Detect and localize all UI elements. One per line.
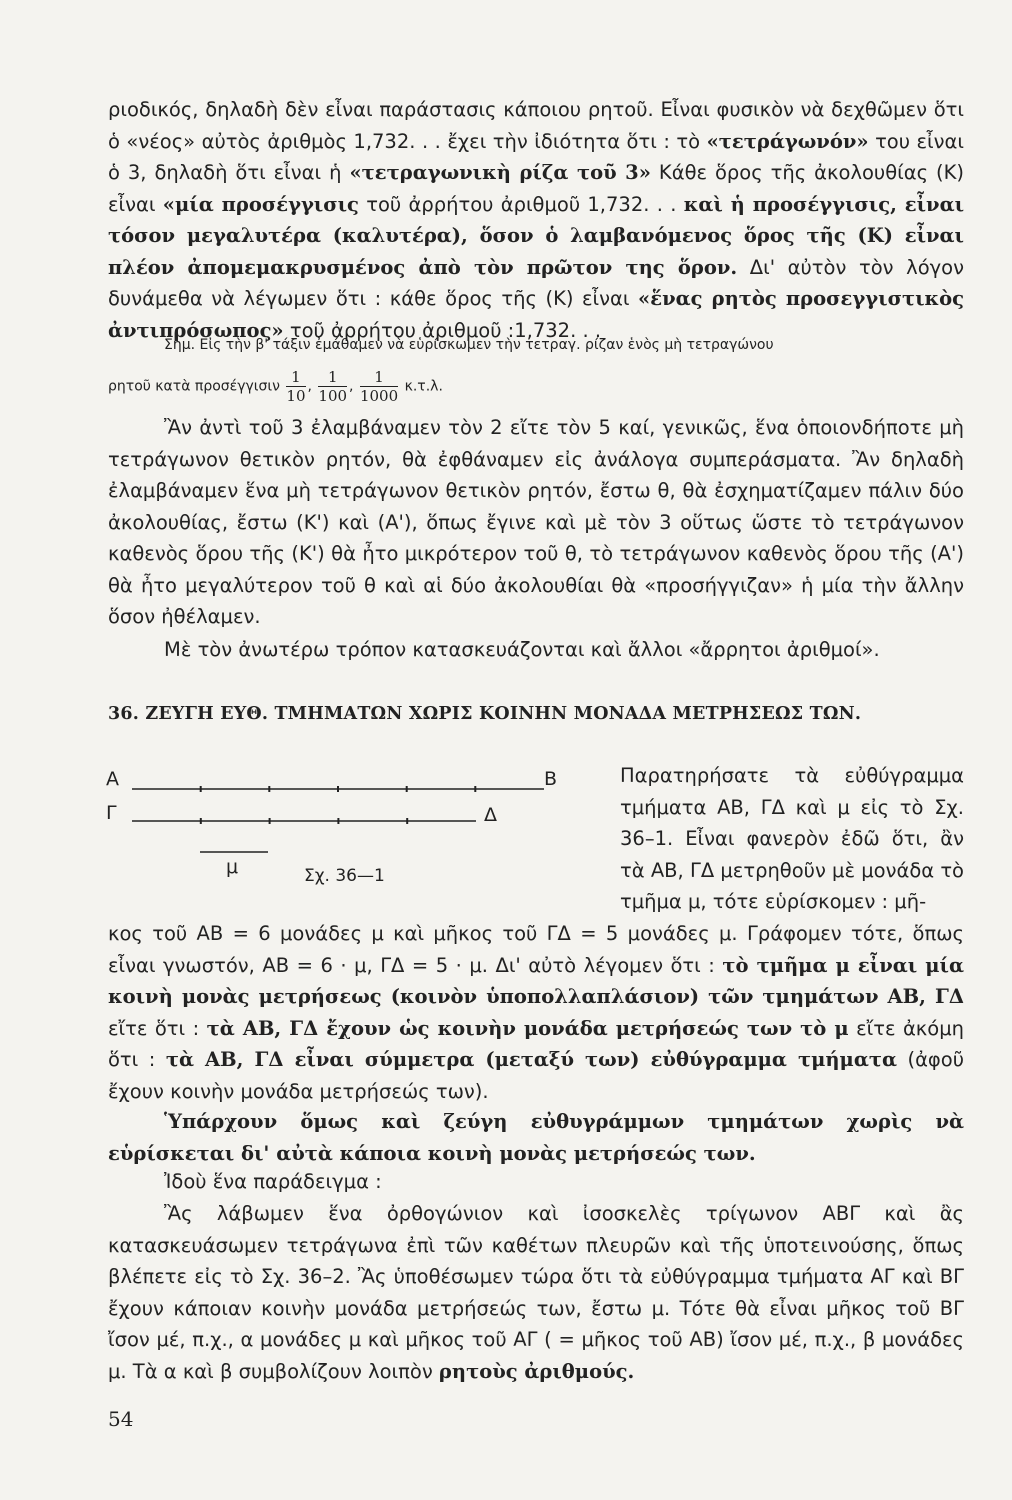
text-run: Δι' αὐτὸν τὸν λόγον δυνάμεθα νὰ λέγωμεν ὅτι : κάθε ὅρος τῆς (Κ) εἶναι xyxy=(108,255,964,310)
fraction-numerator: 1 xyxy=(286,368,305,387)
text-run: ριοδικός, δηλαδὴ δὲν εἶναι παράστασις κάποιου ρητοῦ. Εἶναι φυσικὸν νὰ δεχθῶμεν ὅτι ὁ «νέος» αὐτὸς ἀριθμὸς 1,732. . . ἔχει τὴν ἰδιότητα ὅτι : τὸ xyxy=(108,98,964,153)
fraction xyxy=(318,368,347,405)
bold-run: τὰ ΑΒ, ΓΔ ἔχουν ὡς κοινὴν μονάδα μετρήσεώς των τὸ μ xyxy=(206,1016,849,1040)
text-run: τοῦ ἀρρήτου ἀριθμοῦ 1,732. . . xyxy=(366,192,677,216)
fraction-denominator: 10 xyxy=(286,387,306,405)
fraction xyxy=(360,368,398,405)
paragraph-construction-note: Μὲ τὸν ἀνωτέρω τρόπον κατασκευάζονται καὶ ἄλλοι «ἄρρητοι ἀριθμοί». xyxy=(164,638,880,661)
fraction-numerator: 1 xyxy=(360,368,398,387)
paragraph-figure-side: Παρατηρήσατε τὰ εὐθύγραμμα τμήματα ΑΒ, ΓΔ καὶ μ εἰς τὸ Σχ. 36–1. Εἶναι φανερὸν ἐδῶ ὅτι, ἂν τὰ ΑΒ, ΓΔ μετρηθοῦν μὲ μονάδα τὸ τμῆμα μ, τότε εὑρίσκομεν : μῆ- xyxy=(620,764,964,913)
label-B: Β xyxy=(544,768,558,790)
bold-run: ρητοὺς ἀριθμούς. xyxy=(438,1359,635,1383)
bold-run: «ἕνας ρητὸς προσεγγιστικὸς ἀντιπρόσωπος» xyxy=(108,287,965,342)
footnote-prefix: ρητοῦ κατὰ προσέγγισιν xyxy=(108,378,280,395)
bold-run: Ὑπάρχουν ὅμως καὶ ζεύγη εὐθυγράμμων τμημάτων χωρὶς νὰ εὑρίσκεται δι' αὐτὰ κάποια κοινὴ μονὰς μετρήσεώς των. xyxy=(108,1110,964,1165)
fraction xyxy=(286,368,305,405)
figure-36-1 xyxy=(104,762,614,902)
fraction-denominator: 1000 xyxy=(359,387,399,405)
paragraph-irrational-intro xyxy=(108,94,964,346)
paragraph-triangle-example xyxy=(108,1198,964,1387)
text-run: εἴτε ὅτι : xyxy=(108,1016,200,1040)
label-mu: μ xyxy=(226,856,239,878)
paragraph-incommensurable xyxy=(108,1106,964,1169)
text-run: τοῦ ἀρρήτου ἀριθμοῦ :1,732. . . xyxy=(289,318,602,342)
text-run: του εἶναι ὁ 3, δηλαδὴ ὅτι εἶναι ἡ xyxy=(108,129,965,184)
footnote-note: Σημ. Εἰς τὴν β' τάξιν ἐμάθαμεν νὰ εὑρίσκωμεν τὴν τετραγ. ρίζαν ἑνὸς μὴ τετραγώνου xyxy=(164,337,774,353)
text-run: εἴτε ἀκόμη ὅτι : xyxy=(108,1016,964,1071)
section-title: 36. ΖΕΥΓΗ ΕΥΘ. ΤΜΗΜΑΤΩΝ ΧΩΡΙΣ ΚΟΙΝΗΝ ΜΟΝΑΔΑ ΜΕΤΡΗΣΕΩΣ ΤΩΝ. xyxy=(108,704,862,724)
paragraph-common-unit xyxy=(108,918,964,1107)
bold-run: «τετραγωνικὴ ρίζα τοῦ 3» xyxy=(349,161,651,184)
label-A: Α xyxy=(106,768,119,790)
fraction-denominator: 100 xyxy=(318,387,348,405)
bold-run: τὰ ΑΒ, ΓΔ εἶναι σύμμετρα (μεταξύ των) εὐθύγραμμα τμήματα xyxy=(165,1048,897,1071)
bold-run: «μία προσέγγισις xyxy=(162,192,359,216)
text-run: κος τοῦ ΑΒ = 6 μονάδες μ καὶ μῆκος τοῦ ΓΔ = 5 μονάδες μ. Γράφομεν τότε, ὅπως εἶναι γνωστόν, ΑΒ = 6 · μ, ΓΔ = 5 · μ. Δι' αὐτὸ λέγομεν ὅτι : xyxy=(108,922,964,977)
bold-run: καὶ ἡ προσέγγισις, εἶναι τόσον μεγαλυτέρα (καλυτέρα), ὅσον ὁ λαμβανόμενος ὅρος τῆς (Κ) εἶναι πλέον ἀπομεμακρυσμένος ἀπὸ τὸν πρῶτον της ὅρον. xyxy=(108,192,965,279)
page-number: 54 xyxy=(108,1407,134,1431)
paragraph-example-intro: Ἰδοὺ ἕνα παράδειγμα : xyxy=(164,1170,382,1193)
footnote-suffix: κ.τ.λ. xyxy=(404,378,443,395)
text-run: (ἀφοῦ ἔχουν κοινὴν μονάδα μετρήσεώς των). xyxy=(108,1048,965,1103)
label-G: Γ xyxy=(106,802,117,824)
text-run: Κάθε ὅρος τῆς ἀκολουθίας (Κ) εἶναι xyxy=(108,161,964,216)
figure-caption: Σχ. 36—1 xyxy=(304,866,385,886)
fraction-numerator: 1 xyxy=(318,368,347,387)
footnote-fractions: ρητοῦ κατὰ προσέγγισιν $\frac{1}{10}$ , $\frac{1}{100}$ , $\frac{1}{1000}$ κ.τ.λ. xyxy=(108,368,443,405)
paragraph-generalization: Ἂν ἀντὶ τοῦ 3 ἐλαμβάναμεν τὸν 2 εἴτε τὸν 5 καί, γενικῶς, ἕνα ὁποιονδήποτε μὴ τετράγωνον θετικὸν ρητόν, θὰ ἐφθάναμεν εἰς ἀνάλογα συμπεράσματα. Ἂν δηλαδὴ ἐλαμβάναμεν ἕνα μὴ τετράγωνον θετικὸν ρητόν, ἔστω θ, θὰ ἐσχηματίζαμεν πάλιν δύο ἀκολουθίας, ἔστω (Κ') καὶ (Α'), ὅπως ἔγινε καὶ μὲ τὸν 3 οὕτως ὥστε τὸ τετράγωνον καθενὸς ὅρου τῆς (Κ') θὰ ἦτο μικρότερον τοῦ θ, τὸ τετράγωνον καθενὸς ὅρου τῆς (Α') θὰ ἦτο μεγαλύτερον τοῦ θ καὶ αἱ δύο ἀκολουθίαι θὰ «προσήγγιζαν» ἡ μία τὴν ἄλλην ὅσον ἠθέλαμεν. xyxy=(108,416,964,628)
text-run: Ἂς λάβωμεν ἕνα ὀρθογώνιον καὶ ἰσοσκελὲς τρίγωνον ΑΒΓ καὶ ἂς κατασκευάσωμεν τετράγωνα ἐπὶ τῶν καθέτων πλευρῶν καὶ τῆς ὑποτεινούσης, ὅπως βλέπετε εἰς τὸ Σχ. 36–2. Ἂς ὑποθέσωμεν τώρα ὅτι τὰ εὐθύγραμμα τμήματα ΑΓ καὶ ΒΓ ἔχουν κάποιαν κοινὴν μονάδα μετρήσεώς των, ἔστω μ. Τότε θὰ εἶναι μῆκος τοῦ ΒΓ ἴσον μέ, π.χ., α μονάδες μ καὶ μῆκος τοῦ ΑΓ ( = μῆκος τοῦ ΑΒ) ἴσον μέ, π.χ., β μονάδες μ. Τὰ α καὶ β συμβολίζουν λοιπὸν xyxy=(108,1202,964,1383)
bold-run: τὸ τμῆμα μ εἶναι μία κοινὴ μονὰς μετρήσεως (κοινὸν ὑποπολλαπλάσιον) τῶν τμημάτων ΑΒ, ΓΔ xyxy=(108,953,964,1008)
bold-run: «τετράγωνόν» xyxy=(706,129,869,153)
label-D: Δ xyxy=(484,804,497,826)
